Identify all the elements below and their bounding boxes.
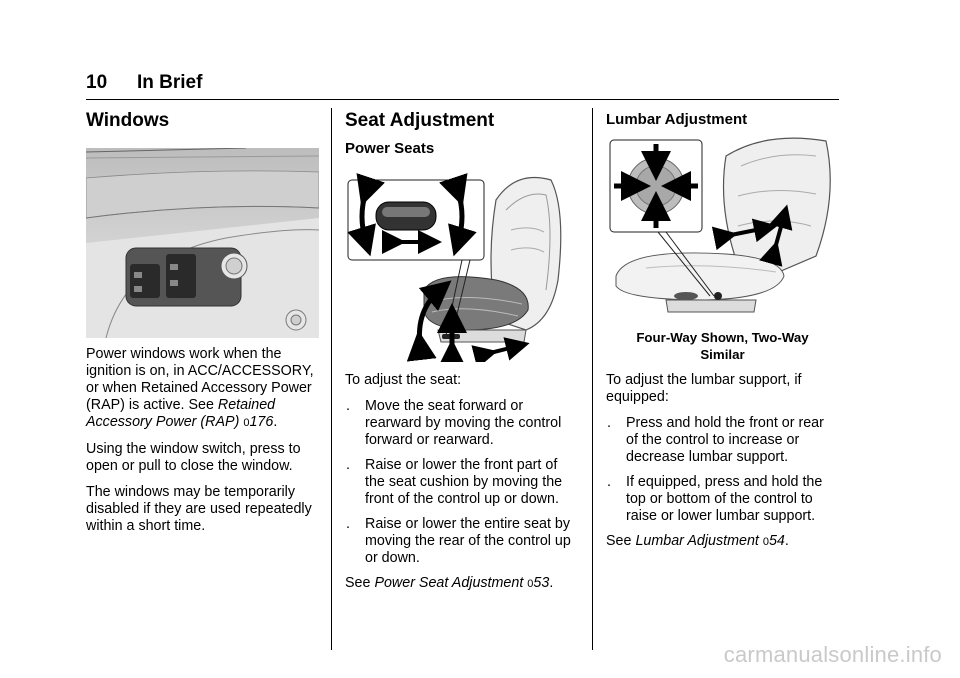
lumbar-caption-line-1: Four-Way Shown, Two-Way: [636, 330, 809, 345]
header-rule: [86, 99, 839, 100]
lumbar-adjustment-heading: Lumbar Adjustment: [606, 111, 748, 128]
page-number: 10: [86, 72, 108, 93]
windows-paragraph-1: [86, 346, 322, 432]
lumbar-bullet-2: [606, 474, 838, 525]
see-end: .: [784, 533, 789, 549]
page-ref-icon: 0: [243, 417, 250, 429]
bullet-mark: .: [607, 474, 611, 490]
section-title: In Brief: [137, 72, 203, 93]
seat-bullet-3: [345, 516, 581, 567]
see-prefix: See: [345, 575, 371, 591]
lumbar-caption-line-2: Similar: [700, 347, 745, 362]
windows-paragraph-3: The windows may be temporarily disabled if they are used repeatedly within a short time.: [86, 484, 312, 534]
seat-bullet-3-text: Raise or lower the entire seat by moving the rear of the control up or down.: [365, 516, 571, 566]
seat-bullet-2: [345, 457, 581, 508]
lumbar-text: [606, 372, 838, 560]
lumbar-illustration: [606, 136, 839, 316]
seat-text: [345, 372, 581, 602]
watermark: carmanualsonline.info: [723, 642, 942, 667]
bullet-mark: .: [346, 457, 350, 473]
column-divider-2: [592, 108, 593, 650]
lumbar-bullet-2-text: If equipped, press and hold the top or bottom of the control to raise or lower lumbar support.: [626, 474, 823, 524]
lumbar-bullet-1-text: Press and hold the front or rear of the control to increase or decrease lumbar support.: [626, 415, 824, 465]
seat-intro: To adjust the seat:: [345, 372, 462, 388]
page-ref-icon: 0: [762, 536, 769, 548]
lumbar-adjustment-reference: Lumbar Adjustment: [635, 533, 759, 549]
lumbar-bullet-1: [606, 415, 838, 466]
bullet-mark: .: [607, 415, 611, 431]
window-switch-illustration: [86, 148, 319, 338]
column-divider-1: [331, 108, 332, 650]
windows-heading: Windows: [86, 110, 170, 131]
seat-bullet-2-text: Raise or lower the front part of the seat cushion by moving the front of the control up or down.: [365, 457, 563, 507]
windows-paragraph-1-end: .: [273, 414, 278, 430]
rap-page-link[interactable]: 176: [249, 414, 274, 430]
lumbar-intro: To adjust the lumbar support, if equipped:: [606, 372, 802, 405]
seat-adjustment-heading: Seat Adjustment: [345, 110, 495, 131]
windows-text: [86, 346, 322, 544]
windows-paragraph-2: Using the window switch, press to open or pull to close the window.: [86, 441, 301, 474]
seat-see-reference: [345, 575, 581, 593]
see-end: .: [549, 575, 554, 591]
lumbar-page-link[interactable]: 54: [768, 533, 785, 549]
lumbar-caption: [606, 329, 839, 363]
power-seat-adjustment-reference: Power Seat Adjustment: [374, 575, 524, 591]
power-seat-illustration: [346, 170, 576, 362]
seat-bullet-1: [345, 398, 581, 449]
power-seat-page-link[interactable]: 53: [533, 575, 550, 591]
see-prefix: See: [606, 533, 632, 549]
page-ref-icon: 0: [527, 578, 534, 590]
bullet-mark: .: [346, 398, 350, 414]
windows-paragraph-1-text: Power windows work when the ignition is on, in ACC/ACCESSORY, or when Retained Accessory Power (RAP) is active. See: [86, 346, 314, 413]
bullet-mark: .: [346, 516, 350, 532]
rap-reference: Retained Accessory Power (RAP): [86, 397, 276, 430]
lumbar-see-reference: [606, 533, 838, 551]
power-seats-heading: Power Seats: [345, 140, 435, 157]
seat-bullet-1-text: Move the seat forward or rearward by moving the control forward or rearward.: [365, 398, 562, 448]
